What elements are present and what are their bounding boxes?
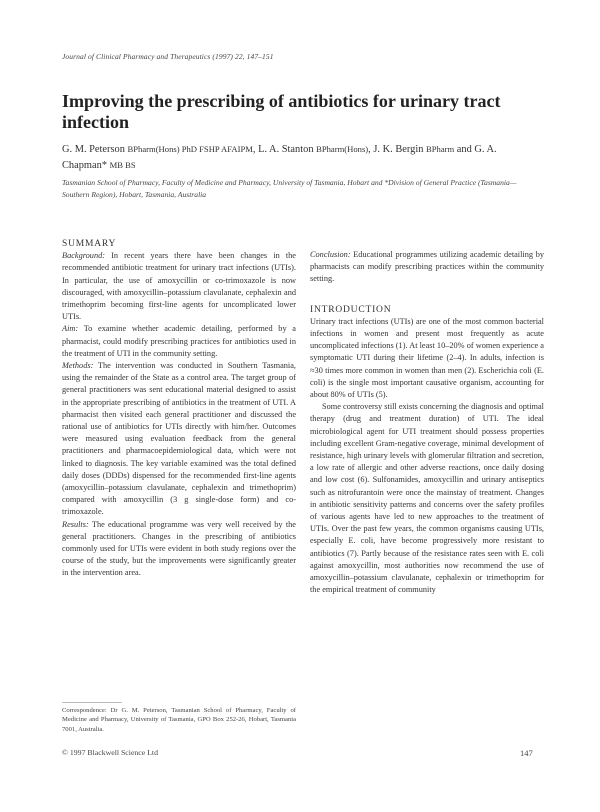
author-degrees: BPharm(Hons) [316,144,369,154]
summary-methods [62,360,296,519]
author-list: G. M. Peterson BPharm(Hons) PhD FSHP AFAIPM, L. A. Stanton BPharm(Hons), J. K. Bergin BPharm and G. A. Chapman* MB BS [62,144,497,171]
aim-text: To examine whether academic detailing, performed by a pharmacist, could modify prescribing practices for antibiotics used in the treatment of UTI in the community setting. [62,324,296,358]
results-text: The educational programme was very well received by the general practitioners. Changes in the prescribing of antibiotics commonly used for UTIs were evident in both study regions over the course of the study, but the improvements were significantly greater in the intervention area. [62,519,296,578]
methods-label: Methods: [62,361,94,371]
article-title: Improving the prescribing of antibiotics for urinary tract infection [62,91,501,132]
summary-conclusion [310,249,544,286]
author-name: G. A. Chapman* [62,144,497,171]
affiliation: Tasmanian School of Pharmacy, Faculty of Medicine and Pharmacy, University of Tasmania, Hobart and *Division of General Practice (Tasmania—Southern Region), Hobart, Tasmania, Australia [62,178,517,199]
introduction-paragraph: Urinary tract infections (UTIs) are one of the most common bacterial infections in women and present most frequently as acute uncomplicated infections (1). At least 10–20% of women experience a symptomatic UTI during their lifetime (2–4). In adults, infection is ≈30 times more common in women than men (2). Escherichia coli (E. coli) is the single most important causative organism, accounting for about 80% of UTIs (5). [310,316,544,400]
author-degrees: BPharm(Hons) PhD FSHP AFAIPM [127,144,253,154]
methods-text: The intervention was conducted in Southern Tasmania, using the remainder of the State as a control area. The target group of general practitioners was sent educational material designed to assist in the appropriate prescribing of antibiotics in the treatment of UTI. A pharmacist then visited each general practitioner and discussed the rational use of antibiotics for UTIs directly with him/her. Outcomes were measured using evaluation feedback from the general practitioners and pharmacoepidemiological data, which were not linked to diagnosis. The key variable examined was the total defined daily doses (DDDs) dispensed for the recommended first-line agents (amoxycillin–potassium clavulanate, cephalexin and trimethoprim) compared with amoxycillin (3 g single-dose form) and co-trimoxazole. [62,361,296,517]
aim-label: Aim: [62,324,79,334]
conclusion-text: Educational programmes utilizing academic detailing by pharmacists can modify prescribing practices within the community setting. [310,250,544,284]
conclusion-label: Conclusion: [310,250,351,259]
author-name: G. M. Peterson [62,144,125,155]
introduction-paragraph: Some controversy still exists concerning the diagnosis and optimal therapy (drug and treatment duration) of UTI. The ideal microbiological agent for UTI treatment should possess properties including excellent Gram-negative coverage, minimal development of resistance, high urinary levels with glomerular filtration and secretion, a low rate of allergic and other adverse reactions, once daily dosing and low cost (6). Sulfonamides, amoxycillin and urinary antiseptics such as nitrofurantoin were once the mainstay of treatment. Changes in antibiotic sensitivity patterns and concerns over the safety profiles of various agents have led to new approaches to the treatment of UTIs. Over the past few years, the common organisms causing UTIs, especially E. coli, have become progressively more resistant to antibiotics (7). Partly because of the resistance rates seen with E. coli against amoxycillin, most authorities now recommend the use of amoxycillin–potassium clavulanate, cephalexin or trimethoprim for the empirical treatment of community [310,402,544,595]
footnote-rule [62,702,122,703]
summary-heading: SUMMARY [62,239,117,249]
left-column [62,238,296,580]
introduction-heading: INTRODUCTION [310,304,392,315]
page-number: 147 [520,748,533,758]
author-name: J. K. Bergin [373,144,424,155]
background-label: Background: [62,251,106,261]
copyright-notice: © 1997 Blackwell Science Ltd [62,748,158,757]
results-label: Results: [62,519,89,529]
author-degrees: BPharm [426,144,455,154]
background-text: In recent years there have been changes in the recommended antibiotic treatment for urinary tract infections (UTIs). In particular, the use of amoxycillin or co-trimoxazole is now discouraged, with amoxycillin–potassium clavulanate, cephalexin and trimethoprim becoming first-line agents for uncomplicated lower UTIs. [62,251,296,322]
author-degrees: MB BS [109,159,136,170]
author-name: L. A. Stanton [258,144,314,155]
summary-results [62,519,296,580]
correspondence-footnote: Correspondence: Dr G. M. Peterson, Tasmanian School of Pharmacy, Faculty of Medicine and Pharmacy, University of Tasmania, GPO Box 252-26, Hobart, Tasmania 7001, Australia. [62,707,296,733]
journal-citation: Journal of Clinical Pharmacy and Therapeutics (1997) 22, 147–151 [62,52,274,61]
summary-aim [62,323,296,360]
summary-background [62,250,296,323]
right-column [310,249,544,596]
